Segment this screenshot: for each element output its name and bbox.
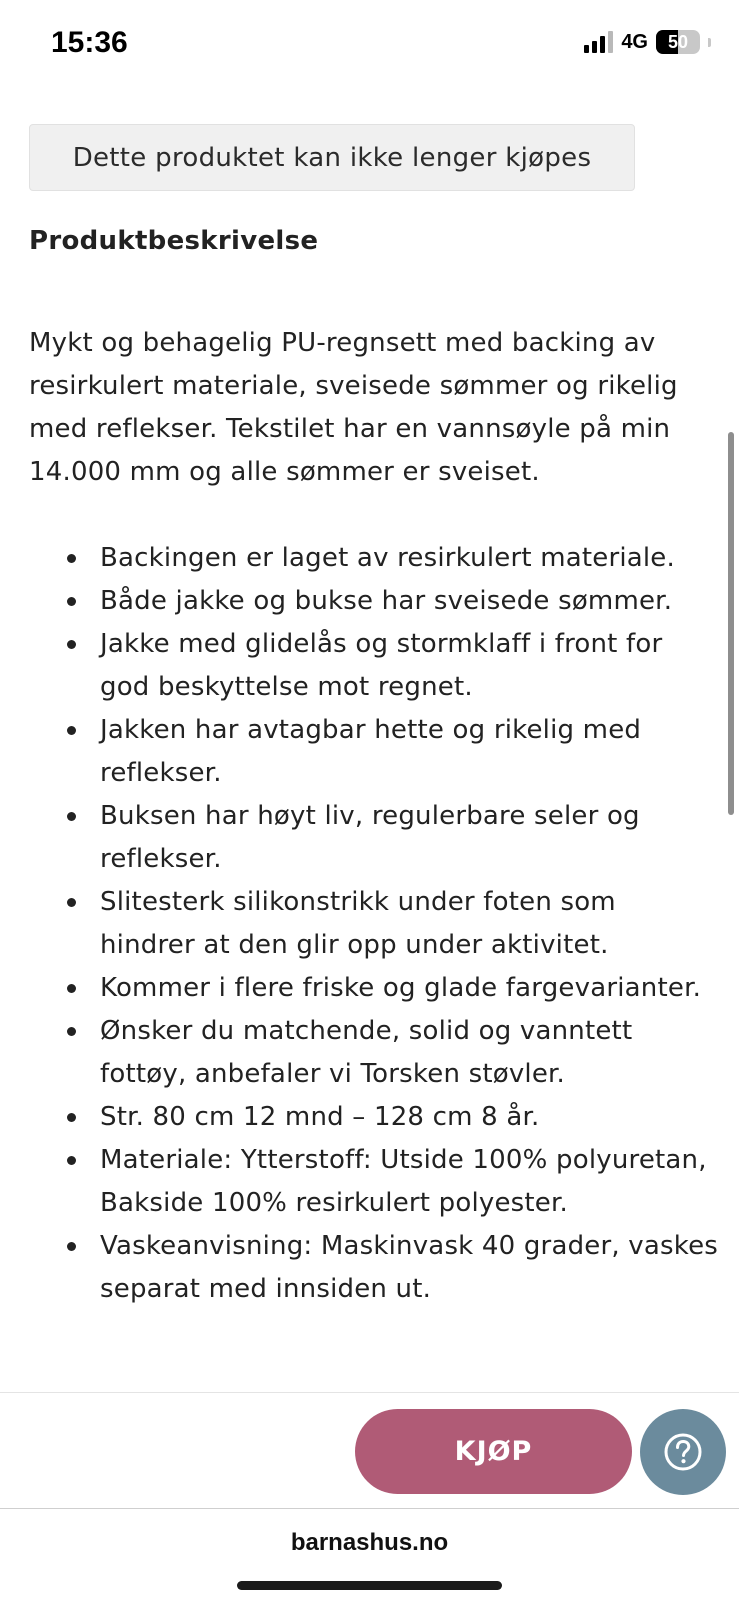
feature-item — [29, 1225, 719, 1311]
feature-item — [29, 580, 719, 623]
url-text[interactable]: barnashus.no — [290, 1529, 449, 1556]
home-indicator[interactable] — [237, 1581, 502, 1590]
feature-text: Backingen er laget av resirkulert materiale. — [100, 543, 675, 573]
bullet-icon — [67, 984, 76, 993]
feature-text: Kommer i flere friske og glade fargevarianter. — [100, 973, 702, 1003]
feature-item — [29, 1096, 719, 1139]
section-title: Produktbeskrivelse — [29, 226, 319, 256]
help-button[interactable] — [640, 1409, 726, 1495]
battery-icon — [656, 30, 700, 54]
feature-list — [29, 537, 719, 1311]
feature-item — [29, 795, 719, 881]
battery-percentage: 50 — [667, 31, 689, 52]
feature-item — [29, 881, 719, 967]
status-indicators — [584, 30, 711, 54]
bullet-icon — [67, 726, 76, 735]
bullet-icon — [67, 898, 76, 907]
bullet-icon — [67, 554, 76, 563]
cellular-signal-icon — [584, 31, 613, 53]
feature-item — [29, 1139, 719, 1225]
bullet-icon — [67, 1113, 76, 1122]
question-circle-icon — [663, 1432, 703, 1472]
feature-text: Str. 80 cm 12 mnd – 128 cm 8 år. — [100, 1102, 540, 1132]
feature-text: Både jakke og bukse har sveisede sømmer. — [100, 586, 673, 616]
feature-item — [29, 1010, 719, 1096]
feature-text: Buksen har høyt liv, regulerbare seler og reflekser. — [100, 801, 640, 874]
feature-text: Jakke med glidelås og stormklaff i front for god beskyttelse mot regnet. — [100, 629, 663, 702]
bullet-icon — [67, 1242, 76, 1251]
unavailable-notice: Dette produktet kan ikke lenger kjøpes — [29, 124, 635, 191]
feature-item — [29, 623, 719, 709]
bullet-icon — [67, 1156, 76, 1165]
action-bar — [0, 1392, 739, 1508]
product-description: Mykt og behagelig PU-regnsett med backing av resirkulert materiale, sveisede sømmer og rikelig med reflekser. Tekstilet har en vannsøyle på min 14.000 mm og alle sømmer er sveiset. — [29, 328, 678, 487]
status-bar — [0, 0, 739, 90]
status-time: 15:36 — [51, 26, 128, 59]
browser-url-bar[interactable] — [0, 1508, 739, 1600]
feature-text: Vaskeanvisning: Maskinvask 40 grader, vaskes separat med innsiden ut. — [100, 1231, 719, 1304]
bullet-icon — [67, 640, 76, 649]
feature-text: Slitesterk silikonstrikk under foten som hindrer at den glir opp under aktivitet. — [100, 887, 616, 960]
feature-text: Materiale: Ytterstoff: Utside 100% polyuretan, Bakside 100% resirkulert polyester. — [100, 1145, 707, 1218]
page-scrollbar[interactable] — [728, 432, 734, 815]
feature-item — [29, 967, 719, 1010]
feature-item — [29, 537, 719, 580]
feature-text: Jakken har avtagbar hette og rikelig med reflekser. — [100, 715, 642, 788]
feature-item — [29, 709, 719, 795]
buy-button[interactable]: KJØP — [355, 1409, 632, 1494]
feature-text: Ønsker du matchende, solid og vanntett fottøy, anbefaler vi Torsken støvler. — [100, 1016, 633, 1089]
battery-cap — [708, 38, 711, 47]
bullet-icon — [67, 597, 76, 606]
bullet-icon — [67, 812, 76, 821]
network-type: 4G — [621, 30, 648, 53]
bullet-icon — [67, 1027, 76, 1036]
